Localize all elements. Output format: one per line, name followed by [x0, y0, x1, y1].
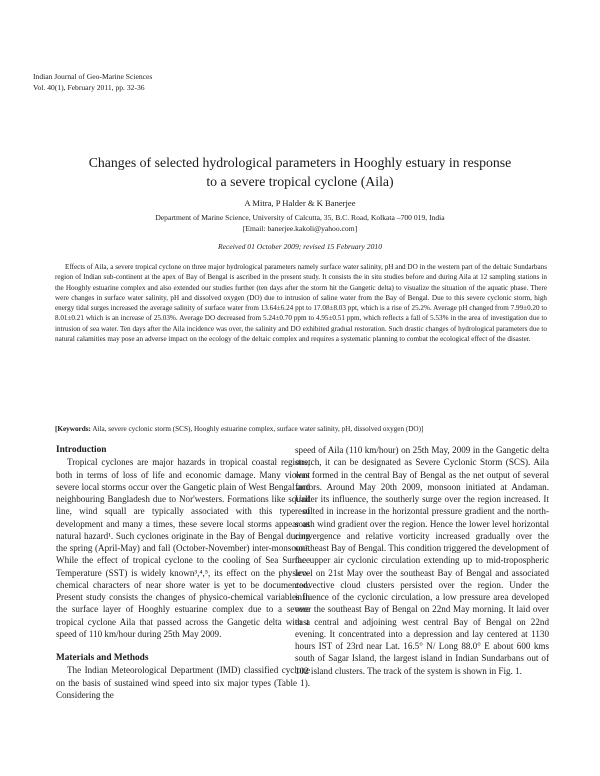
- keywords-label: [Keywords:: [55, 425, 91, 433]
- keywords: [55, 424, 547, 434]
- methods-heading: Materials and Methods: [56, 653, 149, 663]
- title-line-2: to a severe tropical cyclone (Aila): [206, 174, 394, 189]
- right-column-paragraph: speed of Aila (110 km/hour) on 25th May, 2009 in the Gangetic delta stretch, it can be designated as Severe Cyclonic Storm (SCS). Aila was formed in the central Bay of Bengal as the net output of several factors. Around May 20th 2009, monsoon initiated at Andaman. Under its influence, the southerly surge over the region increased. It resulted in increase in the horizontal pressure gradient and the north-south wind gradient over the region. Hence the lower level horizontal convergence and relative vorticity increased gradually over the southeast Bay of Bengal. This condition triggered the development of the upper air cyclonic circulation extending up to mid-tropospheric level on 21st May over the southeast Bay of Bengal and associated convective cloud clusters persisted over the region. Under the influence of the cyclonic circulation, a low pressure area developed over the southeast Bay of Bengal on 22nd May morning. It laid over east central and adjoining west central Bay of Bengal on 22nd evening. It concentrated into a depression and lay centered at 1130 hours IST of 23rd near Lat. 16.5° N/ Long 88.0° E about 600 kms south of Sagar Island, the largest island in Indian Sundarbans out of 102 island clusters. The track of the system is shown in Fig. 1.: [295, 445, 549, 676]
- keywords-text: Aila, severe cyclonic storm (SCS), Hooghly estuarine complex, surface water salinity, pH, dissolved oxygen (DO)]: [90, 425, 424, 433]
- left-column: [56, 444, 310, 701]
- journal-volume: Vol. 40(1), February 2011, pp. 32-36: [33, 83, 145, 92]
- authors: A Mitra, P Halder & K Banerjee: [244, 198, 356, 208]
- affiliation: Department of Marine Science, University of Calcutta, 35, B.C. Road, Kolkata –700 019, India: [155, 213, 445, 222]
- author-email: [Email: banerjee.kakoli@yahoo.com]: [242, 224, 358, 233]
- right-column: [295, 444, 549, 677]
- methods-paragraph: The Indian Meteorological Department (IMD) classified cyclone on the basis of sustained wind speed into six major types (Table 1). Considering the: [56, 665, 310, 700]
- abstract: Effects of Aila, a severe tropical cyclone on three major hydrological parameters namely surface water salinity, pH and DO in the western part of the deltaic Sundarbans region of Indian sub-continent at the apex of Bay of Bengal is ascribed in the present study. It consists the in situ studies before and during Aila at 12 sampling stations in the Hooghly estuarine complex and also extended our studies further (ten days after the storm hit the Gangetic delta) to visualize the situation of the aquatic phase. There were changes in surface water salinity, pH and dissolved oxygen (DO) due to intrusion of saline water from the Bay of Bengal. Due to this severe cyclonic storm, high energy tidal surges increased the average salinity of surface water from 13.64±6.24 ppt to 17.08±8.03 ppt, which is a rise of 25.2%. Average pH changed from 7.99±0.20 to 8.01±0.21 which is an increase of 25.03%. Average DO decreased from 5.24±0.70 ppm to 4.95±0.51 ppm, which reflects a fall of 5.53% in the area of investigation due to intrusion of sea water. Ten days after the Aila incidence was over, the salinity and DO exhibited gradual restoration. Such drastic changes of hydrological parameters due to natural calamities may pose an adverse impact on the ecology of the deltaic complex and requires a systematic planning to combat the ecological effect of the disaster.: [55, 263, 547, 344]
- introduction-paragraph: Tropical cyclones are major hazards in tropical coastal regions, both in terms of loss of life and economic damage. Many violent severe local storms occur over the Gangetic plain of West Bengal and neighbouring Bangladesh due to Nor'westers. Formations like squall line, wind squall are typically associated with this type of development and many a times, these severe local storms appear as natural hazard¹. Such cyclones originate in the Bay of Bengal during the spring (April-May) and fall (October-November) inter-monsoon². While the effect of tropical cyclone to the cooling of Sea Surface Temperature (SST) is widely known³,⁴,⁵, its effect on the physico-chemical characters of near shore water is yet to be documented. Present study consists the changes of physico-chemical variables in the surface layer of Hooghly estuarine complex due to a severe tropical cyclone Aila that passed across the Gangetic delta with a speed of 110 km/hour during 25th May 2009.: [56, 457, 310, 639]
- introduction-heading: Introduction: [56, 445, 107, 455]
- journal-header: [33, 71, 152, 93]
- title-line-1: Changes of selected hydrological parameters in Hooghly estuary in response: [88, 155, 512, 170]
- paper-title: [40, 153, 560, 191]
- received-dates: Received 01 October 2009; revised 15 February 2010: [218, 242, 382, 251]
- journal-name: Indian Journal of Geo-Marine Sciences: [33, 72, 153, 81]
